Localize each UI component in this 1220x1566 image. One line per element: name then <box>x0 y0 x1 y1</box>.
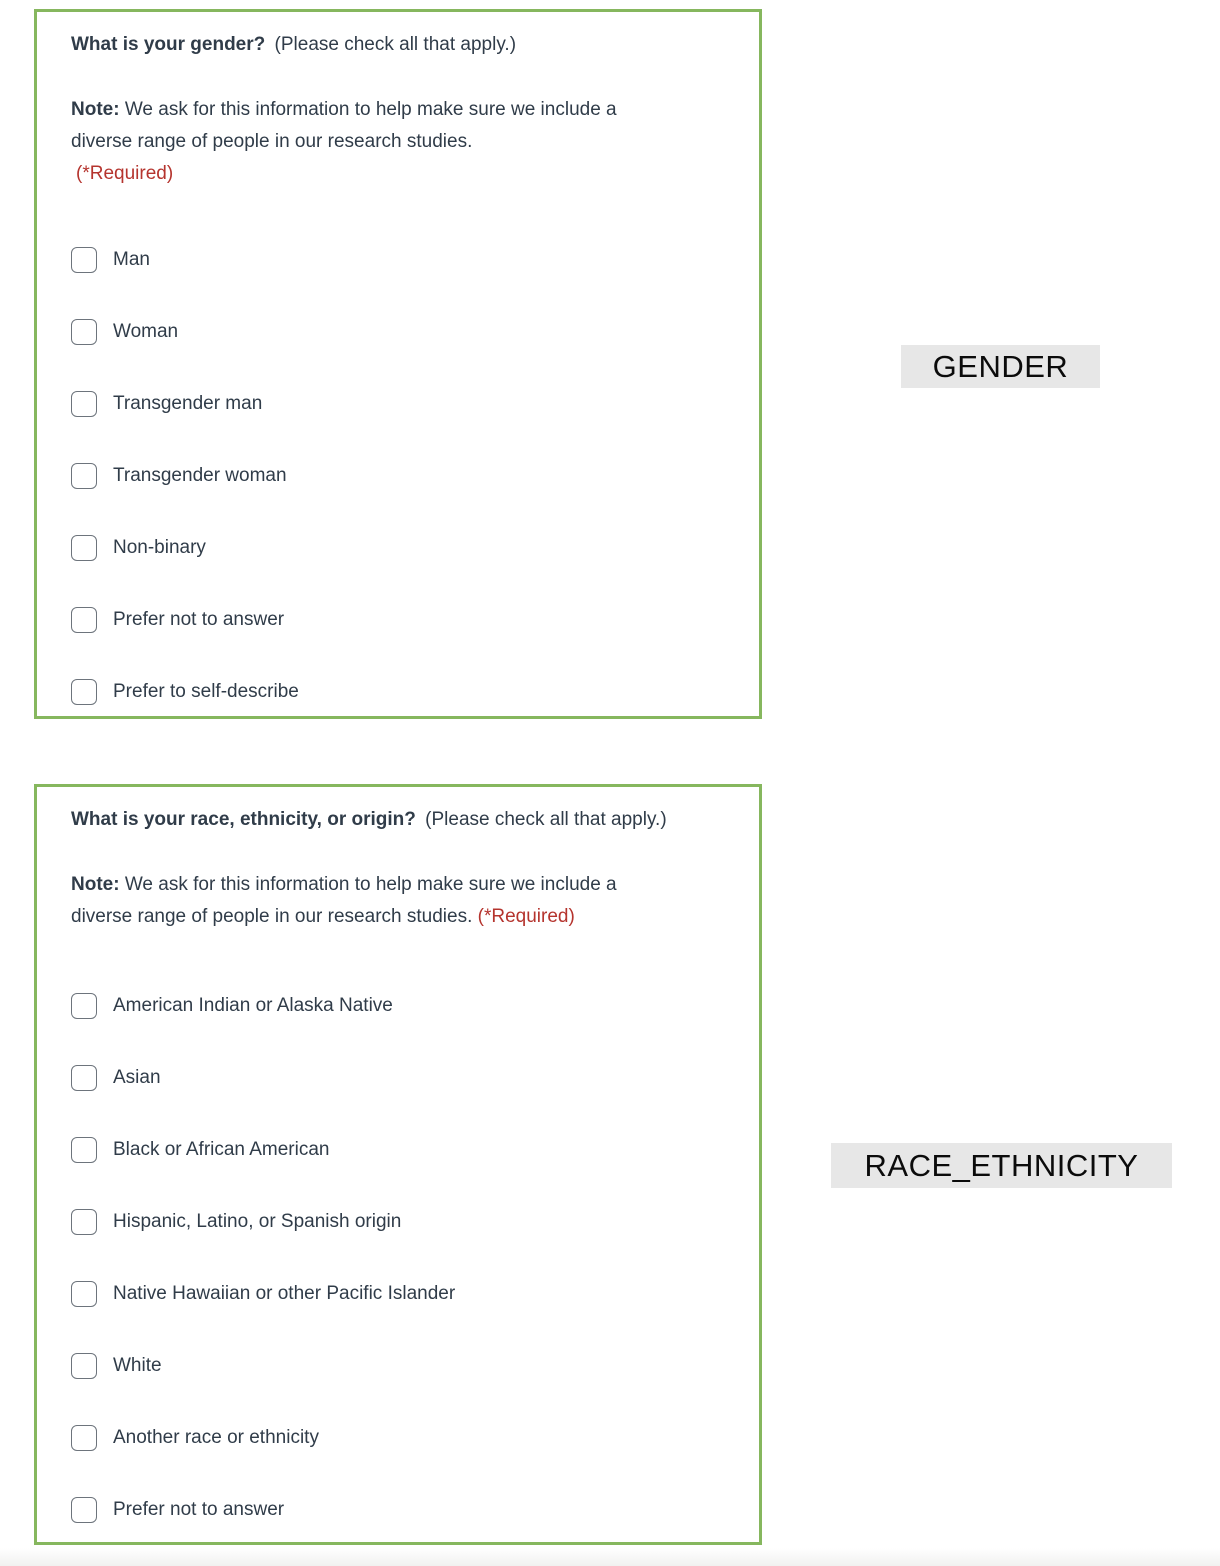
option-label: Woman <box>113 321 179 342</box>
option-label: Prefer not to answer <box>113 609 285 630</box>
required-text: (*Required) <box>477 906 575 927</box>
checkbox[interactable] <box>71 1209 97 1235</box>
race-options-list <box>71 993 725 1523</box>
option-label: Black or African American <box>113 1139 330 1160</box>
checkbox-option[interactable] <box>71 607 725 633</box>
checkbox[interactable] <box>71 463 97 489</box>
race-ethnicity-annotation-label: RACE_ETHNICITY <box>831 1143 1172 1188</box>
option-label: Native Hawaiian or other Pacific Islander <box>113 1283 456 1304</box>
checkbox-option[interactable] <box>71 1353 725 1379</box>
gender-annotation-label: GENDER <box>901 345 1100 388</box>
gender-question-title <box>71 32 725 58</box>
checkbox[interactable] <box>71 247 97 273</box>
checkbox-option[interactable] <box>71 463 725 489</box>
option-label: American Indian or Alaska Native <box>113 995 393 1016</box>
checkbox-option[interactable] <box>71 1065 725 1091</box>
option-label: Hispanic, Latino, or Spanish origin <box>113 1211 402 1232</box>
race-question-note <box>71 869 671 933</box>
checkbox-option[interactable] <box>71 319 725 345</box>
option-label: Asian <box>113 1067 161 1088</box>
checkbox[interactable] <box>71 679 97 705</box>
checkbox[interactable] <box>71 1137 97 1163</box>
option-label: Transgender woman <box>113 465 287 486</box>
checkbox[interactable] <box>71 607 97 633</box>
checkbox[interactable] <box>71 1065 97 1091</box>
option-label: Prefer to self-describe <box>113 681 299 702</box>
question-title-bold: What is your gender? <box>71 34 266 55</box>
option-label: Prefer not to answer <box>113 1499 285 1520</box>
checkbox[interactable] <box>71 1425 97 1451</box>
note-label: Note: <box>71 99 120 120</box>
checkbox-option[interactable] <box>71 535 725 561</box>
note-text: We ask for this information to help make sure we include a diverse range of people in our research studies. <box>71 99 617 152</box>
checkbox[interactable] <box>71 535 97 561</box>
checkbox-option[interactable] <box>71 1425 725 1451</box>
checkbox-option[interactable] <box>71 1281 725 1307</box>
checkbox[interactable] <box>71 319 97 345</box>
option-label: Man <box>113 249 150 270</box>
gender-question-note <box>71 94 671 158</box>
checkbox-option[interactable] <box>71 391 725 417</box>
gender-question-card <box>34 9 762 719</box>
checkbox[interactable] <box>71 1281 97 1307</box>
note-label: Note: <box>71 874 120 895</box>
required-text: (*Required) <box>76 163 174 184</box>
checkbox-option[interactable] <box>71 993 725 1019</box>
checkbox-option[interactable] <box>71 1497 725 1523</box>
gender-required-indicator <box>71 158 725 190</box>
checkbox[interactable] <box>71 391 97 417</box>
race-question-title <box>71 807 725 833</box>
option-label: Another race or ethnicity <box>113 1427 319 1448</box>
checkbox[interactable] <box>71 993 97 1019</box>
option-label: Non-binary <box>113 537 206 558</box>
question-title-bold: What is your race, ethnicity, or origin? <box>71 809 416 830</box>
checkbox-option[interactable] <box>71 679 725 705</box>
checkbox-option[interactable] <box>71 1137 725 1163</box>
question-title-suffix: (Please check all that apply.) <box>425 809 667 830</box>
option-label: Transgender man <box>113 393 263 414</box>
race-ethnicity-question-card <box>34 784 762 1545</box>
checkbox[interactable] <box>71 1353 97 1379</box>
bottom-gradient-strip <box>0 1548 1220 1566</box>
checkbox-option[interactable] <box>71 1209 725 1235</box>
checkbox[interactable] <box>71 1497 97 1523</box>
gender-options-list <box>71 247 725 705</box>
checkbox-option[interactable] <box>71 247 725 273</box>
note-text: We ask for this information to help make sure we include a diverse range of people in our research studies. <box>71 874 617 927</box>
question-title-suffix: (Please check all that apply.) <box>274 34 517 55</box>
option-label: White <box>113 1355 162 1376</box>
